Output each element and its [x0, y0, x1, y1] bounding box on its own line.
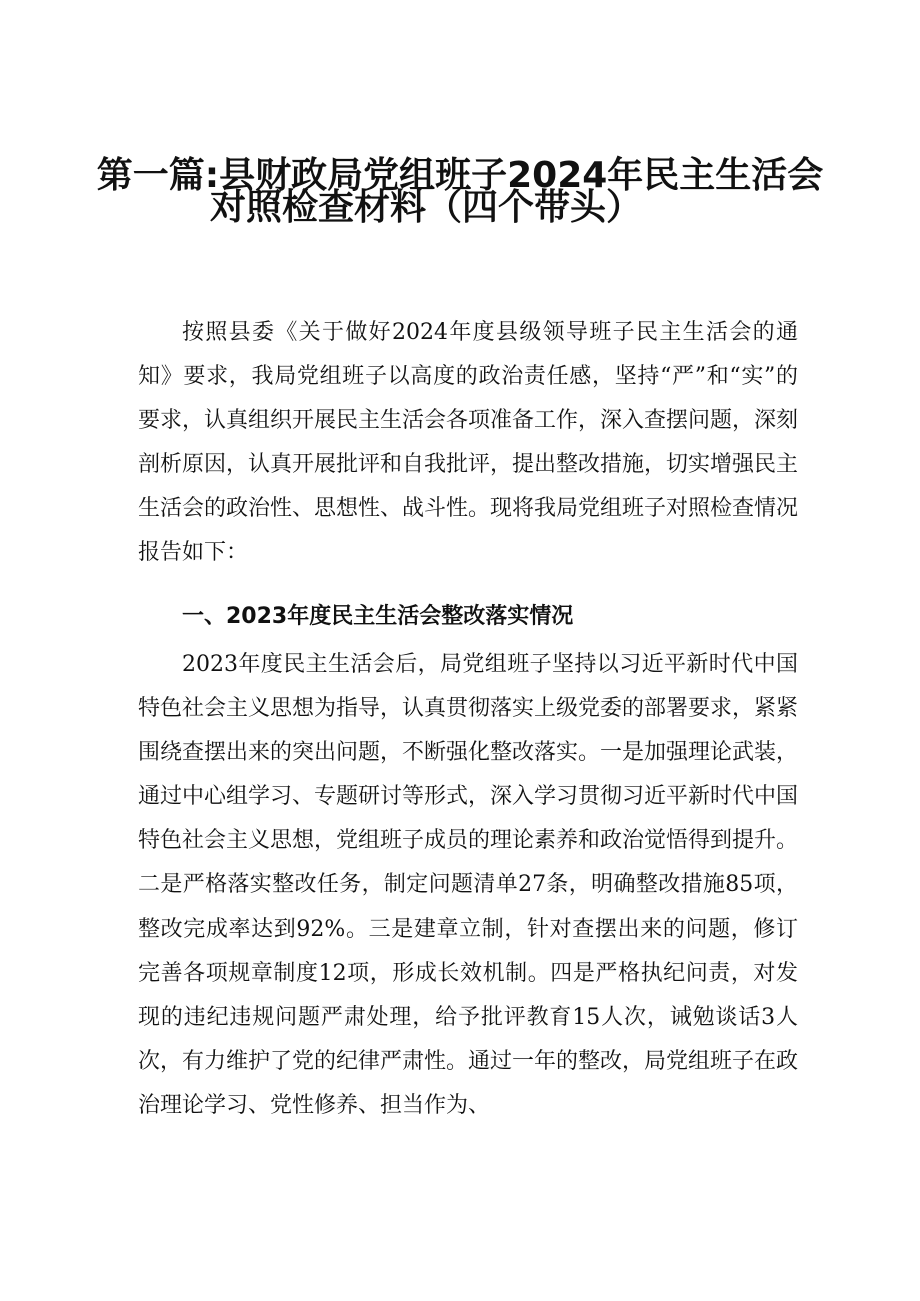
section-1-paragraph: 2023年度民主生活会后，局党组班子坚持以习近平新时代中国特色社会主义思想为指导，认真贯彻落实上级党委的部署要求，紧紧围绕查摆出来的突出问题，不断强化整改落实。一是加强理论武装，通过中心组学习、专题研讨等形式，深入学习贯彻习近平新时代中国特色社会主义思想，党组班子成员的理论素养和政治觉悟得到提升。二是严格落实整改任务，制定问题清单27条，明确整改措施85项，整改完成率达到92%。三是建章立制，针对查摆出来的问题，修订完善各项规章制度12项，形成长效机制。四是严格执纪问责，对发现的违纪违规问题严肃处理，给予批评教育15人次，诫勉谈话3人次，有力维护了党的纪律严肃性。通过一年的整改，局党组班子在政治理论学习、党性修养、担当作为、: [138, 652, 799, 1118]
document-title-line-1: 第一篇:县财政局党组班子2024年民主生活会: [96, 155, 824, 196]
document-title-line-2: 对照检查材料（四个带头）: [210, 187, 643, 228]
intro-paragraph: 按照县委《关于做好2024年度县级领导班子民主生活会的通知》要求，我局党组班子以高度的政治责任感，坚持“严”和“实”的要求，认真组织开展民主生活会各项准备工作，深入查摆问题，深刻剖析原因，认真开展批评和自我批评，提出整改措施，切实增强民主生活会的政治性、思想性、战斗性。现将我局党组班子对照检查情况报告如下：: [138, 320, 799, 566]
section-1-heading: 一、2023年度民主生活会整改落实情况: [182, 604, 574, 629]
